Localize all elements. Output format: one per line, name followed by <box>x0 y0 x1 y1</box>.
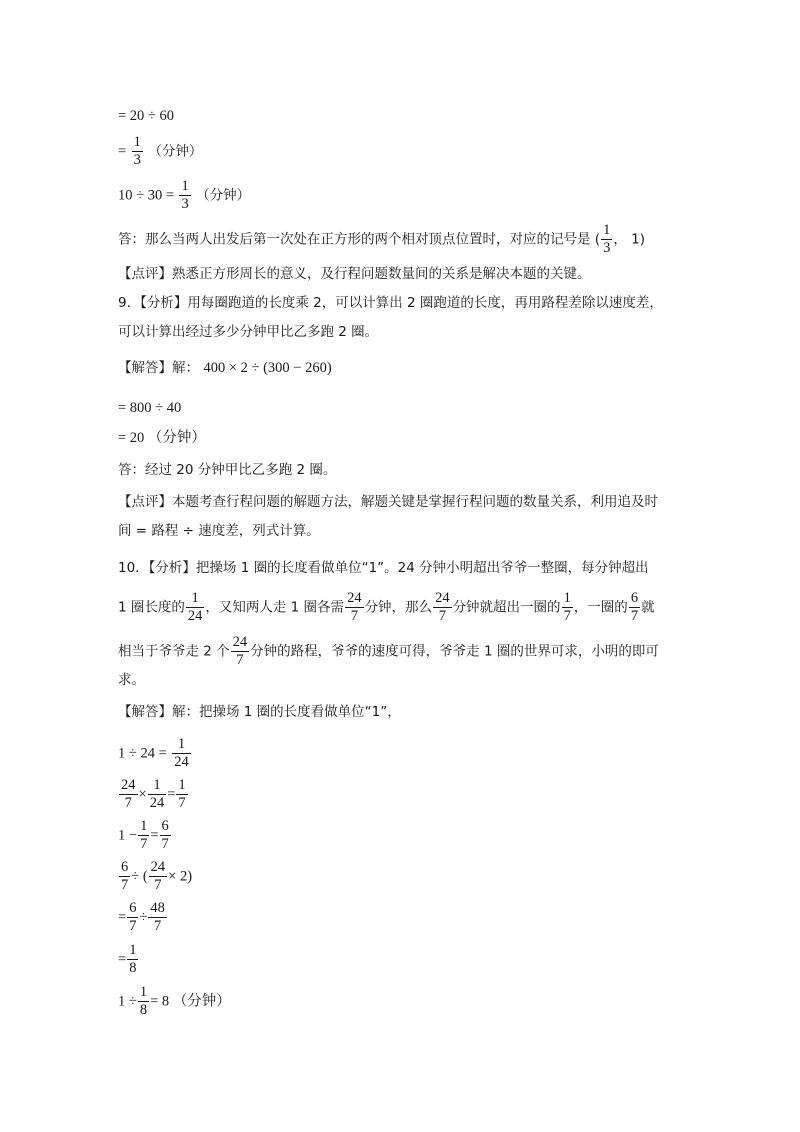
fraction: $\frac{48}{7}$ <box>150 900 165 934</box>
fraction: $\frac{1}{3}$ <box>603 222 611 256</box>
fraction: $\frac{6}{7}$ <box>121 859 129 893</box>
question-10-analysis-line-4: 求。 <box>118 672 145 688</box>
fraction: $\frac{6}{7}$ <box>630 590 639 624</box>
question-9-analysis-cont: 可以计算出经过多少分钟甲比乙多跑 2 圈。 <box>118 324 379 340</box>
fraction: $\frac{1}{3}$ <box>181 178 189 212</box>
equals-sign: = <box>118 143 127 160</box>
fraction: $\frac{24}{7}$ <box>121 777 136 811</box>
fraction: $\frac{24}{7}$ <box>347 590 362 624</box>
solution-10-step-7: 1 ÷ $\frac{1}{8}$ = 8 （分钟） <box>118 984 231 1018</box>
solution-10-step-1: 1 ÷ 24 = $\frac{1}{24}$ <box>118 736 189 770</box>
question-10-analysis-line-3: 相当于爷爷走 2 个 $\frac{24}{7}$ 分钟的路程，爷爷的速度可得，爷爷走 1 圈的世界可求，小明的即可 <box>118 634 659 668</box>
question-9-analysis: 9．【分析】用每圈跑道的长度乘 2，可以计算出 2 圈跑道的长度，再用路程差除以速度差， <box>118 295 663 311</box>
fraction: $\frac{6}{7}$ <box>161 818 169 852</box>
fraction: $\frac{1}{24}$ <box>149 777 165 811</box>
comment-9-line-2: 间 = 路程 ÷ 速度差，列式计算。 <box>118 523 320 539</box>
fraction: $\frac{1}{24}$ <box>174 736 189 770</box>
calc-line-1: = 20 ÷ 60 <box>118 108 175 124</box>
solution-10-step-4: $\frac{6}{7}$ ÷ ( $\frac{24}{7}$ × 2) <box>121 859 193 893</box>
fraction: $\frac{1}{7}$ <box>178 777 186 811</box>
answer-line-8: 答：那么当两人出发后第一次处在正方形的两个相对顶点位置时，对应的记号是 ( $\frac{1}{3}$ ， 1) <box>118 222 645 256</box>
fraction: $\frac{24}{7}$ <box>232 634 248 668</box>
comment-9-line-1: 【点评】本题考查行程问题的解题方法，解题关键是掌握行程问题的数量关系，利用追及时 <box>118 494 658 510</box>
fraction: $\frac{1}{8}$ <box>129 942 137 976</box>
solution-9-start: 【解答】解： 400 × 2 ÷ (300 − 260) <box>118 360 332 376</box>
solution-10-step-6: = $\frac{1}{8}$ <box>118 942 137 976</box>
solution-10-step-5: = $\frac{6}{7}$ ÷ $\frac{48}{7}$ <box>118 900 165 934</box>
solution-10-step-2: $\frac{24}{7}$ × $\frac{1}{24}$ = $\frac{1}{7}$ <box>121 777 186 811</box>
fraction: $\frac{24}{7}$ <box>150 859 166 893</box>
fraction: $\frac{24}{7}$ <box>435 590 450 624</box>
calc-line-3: 10 ÷ 30 = $\frac{1}{3}$ （分钟） <box>118 178 251 212</box>
fraction: $\frac{1}{7}$ <box>140 818 148 852</box>
unit-label: （分钟） <box>148 143 203 160</box>
answer-line-9: 答：经过 20 分钟甲比乙多跑 2 圈。 <box>118 462 337 478</box>
calc-line-2 <box>118 134 202 169</box>
fraction: $\frac{1}{8}$ <box>139 984 148 1018</box>
unit-label: （分钟） <box>196 187 251 204</box>
solution-9-line-2: = 800 ÷ 40 <box>118 400 182 416</box>
question-10-analysis: 10．【分析】把操场 1 圈的长度看做单位“1”。24 分钟小明超出爷爷一整圈，每分钟超出 <box>118 560 649 576</box>
solution-10-step-3: 1 − $\frac{1}{7}$ = $\frac{6}{7}$ <box>118 818 169 852</box>
comment-line-8: 【点评】熟悉正方形周长的意义，及行程问题数量间的关系是解决本题的关键。 <box>118 266 591 282</box>
fraction: $\frac{1}{24}$ <box>187 590 203 624</box>
question-10-analysis-line-2: 1 圈长度的 $\frac{1}{24}$ ，又知两人走 1 圈各需 $\frac{24}{7}$ 分钟，那么 $\frac{24}{7}$ 分钟就超出一圈的 $\frac{1}{7}$ ，一圈的 $\frac{6}{7}$ 就 <box>118 590 655 624</box>
fraction: $\frac{1}{7}$ <box>563 590 571 624</box>
fraction: $\frac{6}{7}$ <box>129 900 137 934</box>
fraction: $\frac{1}{3}$ <box>133 134 141 168</box>
solution-9-line-3: = 20 （分钟） <box>118 430 206 446</box>
solution-10-start: 【解答】解：把操场 1 圈的长度看做单位“1”， <box>118 704 401 720</box>
